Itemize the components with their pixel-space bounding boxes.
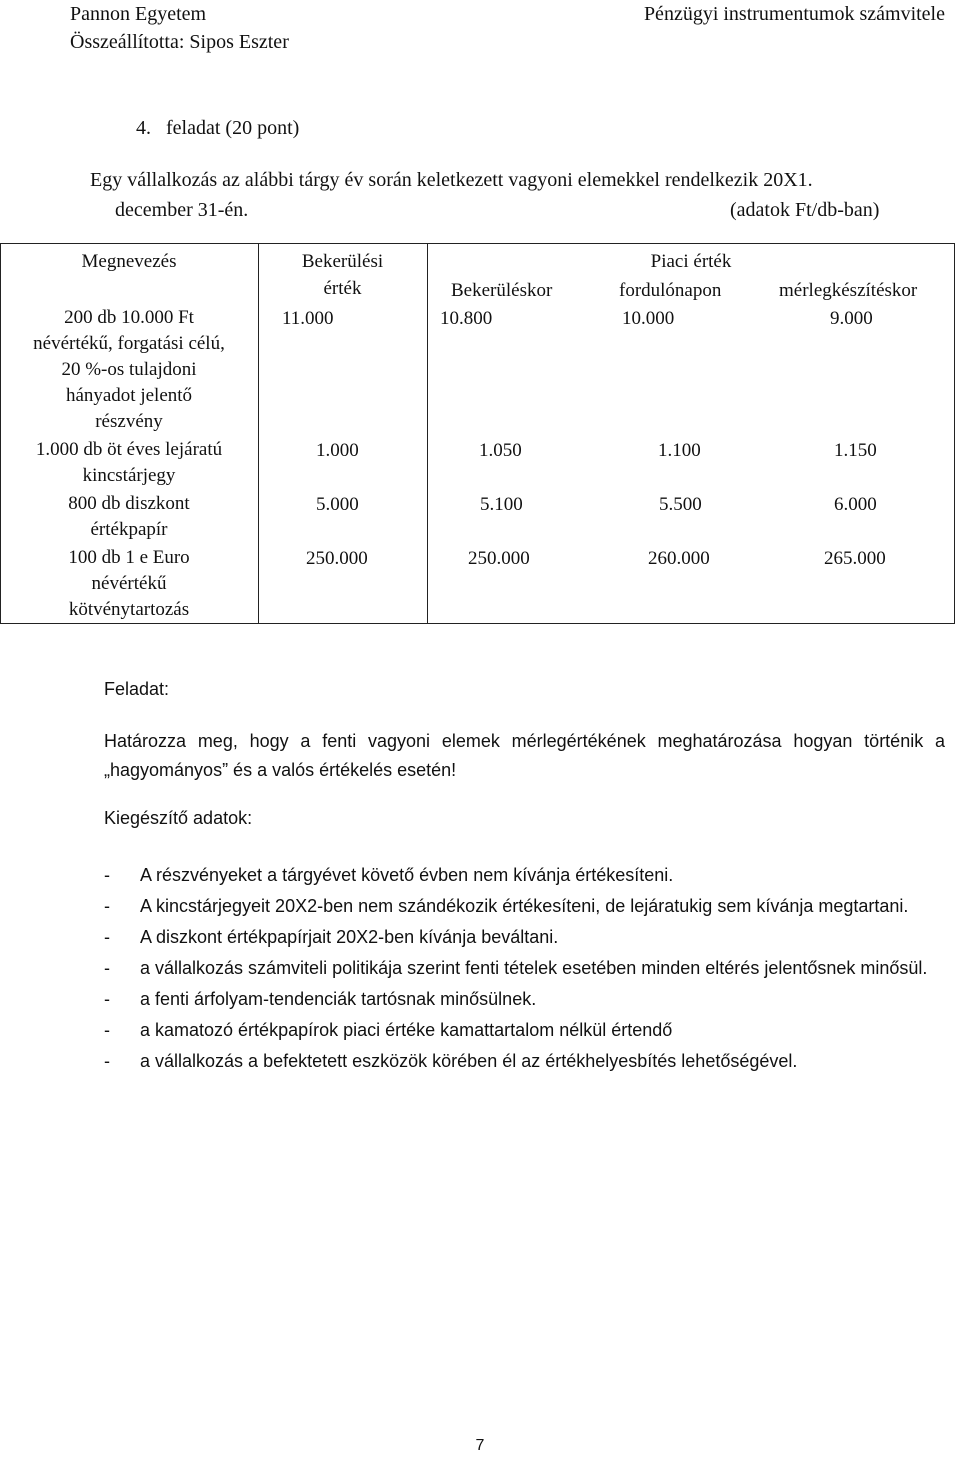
row-turn: 5.500: [659, 494, 702, 515]
row-turn: 1.100: [658, 440, 701, 461]
row-acq: 10.800: [440, 308, 493, 329]
page-number: 7: [475, 1437, 485, 1454]
row-cost: 5.000: [316, 494, 359, 515]
task-question: Határozza meg, hogy a fenti vagyoni elemek mérlegértékének meghatározása hogyan történik a „hagyományos” és a valós értékelés esetén!: [104, 731, 945, 780]
header-left: [70, 0, 289, 56]
table-row-name: 1.000 db öt éves lejáratú kincstárjegy: [35, 439, 223, 486]
list-dash: -: [104, 1051, 110, 1071]
header-market-value: Piaci érték: [650, 251, 732, 272]
row-bs: 1.150: [834, 440, 877, 461]
list-dash: -: [104, 896, 110, 916]
table-row-name: 800 db diszkont értékpapír: [68, 493, 190, 540]
row-bs: 265.000: [824, 548, 886, 569]
task-intro-line2: december 31-én.: [115, 199, 249, 221]
unit-note: (adatok Ft/db-ban): [730, 199, 880, 221]
list-item: - A diszkont értékpapírjait 20X2-ben kívánja beváltani.: [104, 922, 945, 953]
supplementary-list: [104, 860, 945, 1077]
row-bs: 9.000: [830, 308, 873, 329]
row-cost: 11.000: [282, 308, 334, 329]
list-item: - a vállalkozás a befektetett eszközök körében él az értékhelyesbítés lehetőségével.: [104, 1046, 945, 1077]
header-market-turn: fordulónapon: [619, 280, 722, 301]
header-university: Pannon Egyetem: [70, 3, 207, 25]
task-label: Feladat:: [104, 679, 170, 699]
row-acq: 5.100: [480, 494, 523, 515]
header-market-bs: mérlegkészítéskor: [779, 280, 918, 301]
row-acq: 250.000: [468, 548, 530, 569]
list-item: - a vállalkozás számviteli politikája szerint fenti tételek esetében minden eltérés jelentősnek minősül.: [104, 953, 945, 984]
task-intro-line1: Egy vállalkozás az alábbi tárgy év során keletkezett vagyoni elemekkel rendelkezik 20X1.: [90, 169, 813, 191]
table-row-name: 100 db 1 e Euro névértékű kötvénytartozás: [68, 547, 190, 620]
list-item: - A részvényeket a tárgyévet követő évben nem kívánja értékesíteni.: [104, 860, 945, 891]
table-row-name: 200 db 10.000 Ft névértékű, forgatási célú, 20 %-os tulajdoni hányadot jelentő részvény: [33, 307, 225, 432]
list-dash: -: [104, 1020, 110, 1040]
list-item: - A kincstárjegyeit 20X2-ben nem szándékozik értékesíteni, de lejáratukig sem kívánja megtartani.: [104, 891, 945, 922]
row-bs: 6.000: [834, 494, 877, 515]
row-turn: 10.000: [622, 308, 675, 329]
list-item: - a kamatozó értékpapírok piaci értéke kamattartalom nélkül értendő: [104, 1015, 945, 1046]
row-cost: 1.000: [316, 440, 359, 461]
supplementary-label: Kiegészítő adatok:: [104, 808, 253, 828]
table-divider-cost: [427, 243, 428, 624]
row-acq: 1.050: [479, 440, 522, 461]
list-item: - a fenti árfolyam-tendenciák tartósnak minősülnek.: [104, 984, 945, 1015]
task-title: 4. feladat (20 pont): [136, 117, 300, 139]
list-dash: -: [104, 958, 110, 978]
list-dash: -: [104, 865, 110, 885]
row-cost: 250.000: [306, 548, 368, 569]
header-course-title: Pénzügyi instrumentumok számvitele: [643, 3, 945, 25]
header-author: Összeállította: Sipos Eszter: [70, 31, 289, 53]
header-cost-line1: Bekerülési: [301, 251, 384, 272]
row-turn: 260.000: [648, 548, 710, 569]
list-dash: -: [104, 989, 110, 1009]
list-dash: -: [104, 927, 110, 947]
header-name: Megnevezés: [81, 251, 177, 272]
header-cost-line2: érték: [323, 278, 362, 299]
header-market-acq: Bekerüléskor: [451, 280, 553, 301]
